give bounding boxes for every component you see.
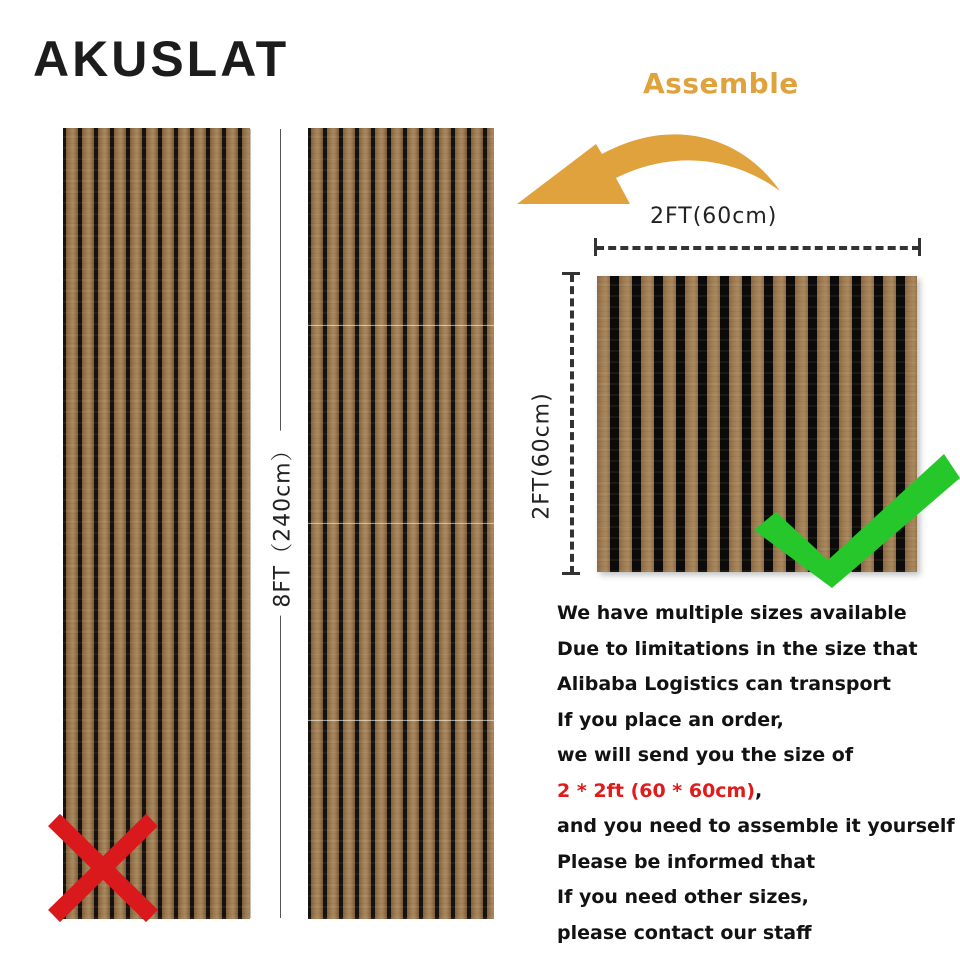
info-line-1: We have multiple sizes available bbox=[557, 602, 907, 624]
info-line-3: Alibaba Logistics can transport bbox=[557, 673, 891, 695]
info-line-9: If you need other sizes, bbox=[557, 886, 809, 908]
sample-width-label: 2FT(60cm) bbox=[650, 204, 778, 229]
info-line-2: Due to limitations in the size that bbox=[557, 637, 918, 660]
curved-arrow-icon bbox=[512, 96, 792, 216]
info-line-7: and you need to assemble it yourself bbox=[557, 815, 955, 837]
info-text bbox=[557, 596, 955, 951]
full-panel-right bbox=[308, 128, 494, 919]
info-line-8: Please be informed that bbox=[557, 850, 816, 873]
sample-width-line bbox=[596, 246, 920, 250]
assemble-label: Assemble bbox=[643, 67, 799, 100]
cross-icon bbox=[44, 812, 164, 927]
full-panel-left bbox=[63, 128, 250, 919]
info-line-5: we will send you the size of bbox=[557, 744, 854, 766]
check-icon bbox=[748, 450, 960, 590]
sample-height-label: 2FT(60cm) bbox=[529, 392, 555, 520]
sample-height-line bbox=[570, 274, 574, 574]
info-line-10: please contact our staff bbox=[557, 921, 812, 944]
size-highlight: 2 * 2ft (60 * 60cm) bbox=[557, 779, 756, 802]
dimension-label-8ft: 8FT（240cm） bbox=[266, 430, 297, 615]
height-tick-top bbox=[562, 272, 580, 275]
info-line-6 bbox=[557, 774, 955, 810]
width-tick-right bbox=[918, 238, 921, 256]
brand-logo: AKUSLAT bbox=[33, 31, 290, 87]
size-suffix: , bbox=[755, 779, 763, 802]
width-tick-left bbox=[594, 238, 597, 256]
height-tick-bottom bbox=[562, 572, 580, 575]
info-line-4: If you place an order, bbox=[557, 708, 784, 731]
